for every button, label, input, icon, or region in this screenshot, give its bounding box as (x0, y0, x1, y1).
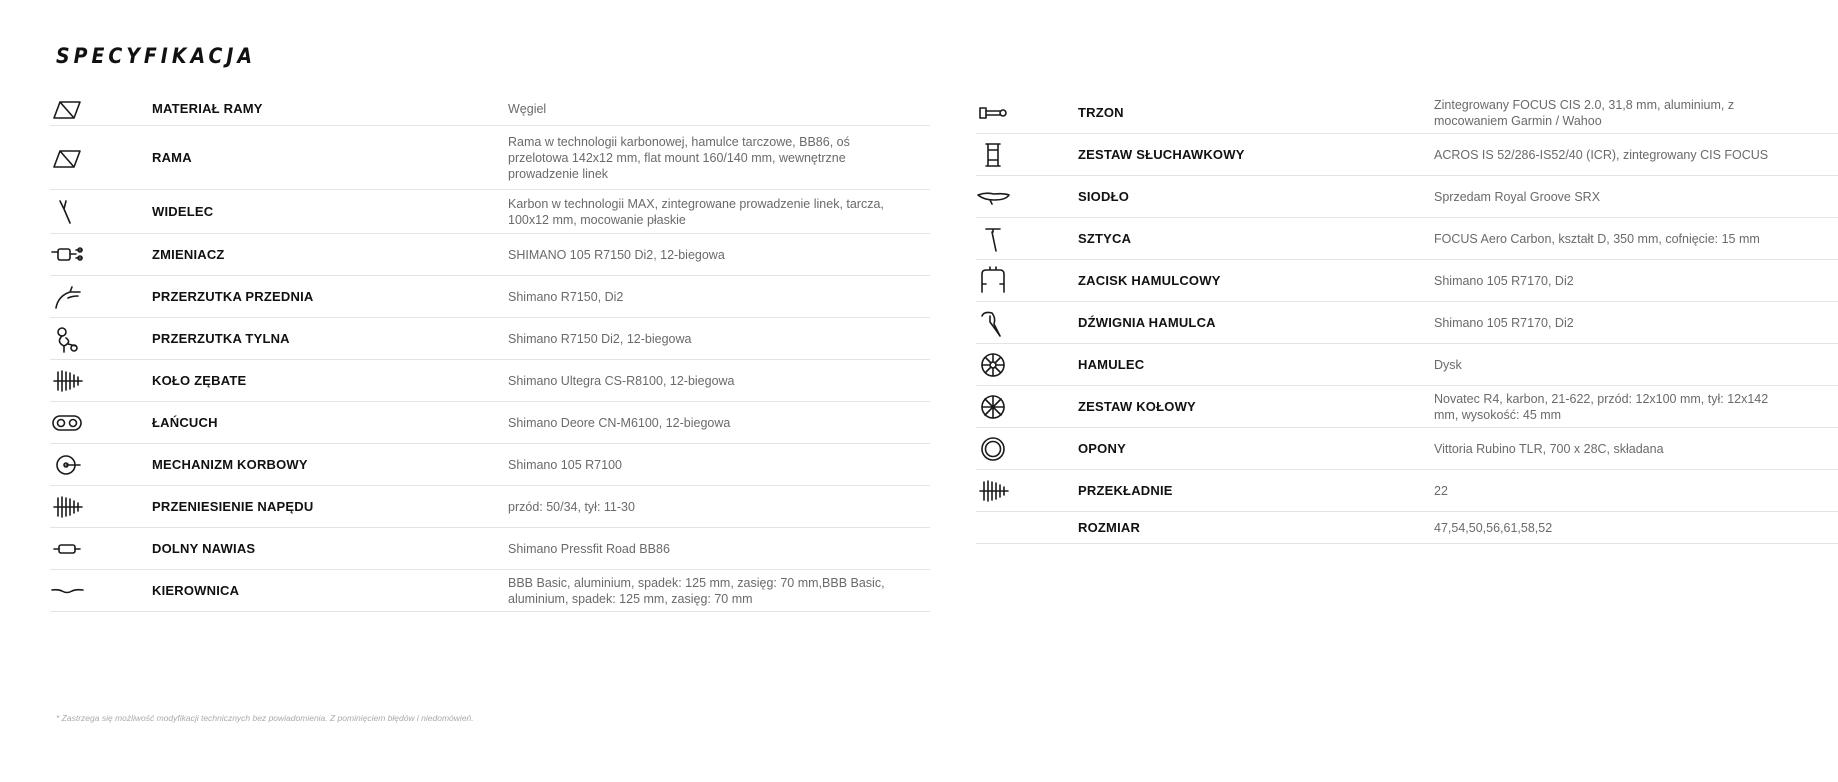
spec-value: Shimano Deore CN-M6100, 12-biegowa (508, 415, 731, 430)
spec-label: SZTYCA (1078, 231, 1132, 246)
seatpost-icon (976, 224, 1078, 254)
spec-value: Węgiel (508, 101, 547, 116)
spec-row (50, 570, 930, 612)
fork-icon (50, 197, 152, 227)
spec-row (50, 318, 930, 360)
spec-value: BBB Basic, aluminium, spadek: 125 mm, zasięg: 70 mm,BBB Basic, aluminium, spadek: 125 mm, zasięg: 70 mm (508, 575, 885, 606)
spec-value: Zintegrowany FOCUS CIS 2.0, 31,8 mm, aluminium, z mocowaniem Garmin / Wahoo (1434, 97, 1735, 128)
spec-label: ZESTAW KOŁOWY (1078, 399, 1196, 414)
frame-icon (50, 143, 152, 173)
spec-row (976, 428, 1838, 470)
spec-row (50, 276, 930, 318)
spec-value: Shimano R7150 Di2, 12-biegowa (508, 331, 692, 346)
spec-row (976, 260, 1838, 302)
spec-value: SHIMANO 105 R7150 Di2, 12-biegowa (508, 247, 725, 262)
spec-label: OPONY (1078, 441, 1126, 456)
spec-row (50, 444, 930, 486)
spec-row (976, 344, 1838, 386)
spec-value: Karbon w technologii MAX, zintegrowane prowadzenie linek, tarcza, 100x12 mm, mocowanie płaskie (508, 196, 884, 227)
chain-icon (50, 408, 152, 438)
spec-label: ROZMIAR (1078, 520, 1141, 535)
cassette-icon (50, 366, 152, 396)
gearing-icon (50, 492, 152, 522)
headset-icon (976, 140, 1078, 170)
spec-label: MATERIAŁ RAMY (152, 101, 263, 116)
brake-lever-icon (976, 308, 1078, 338)
spec-label: TRZON (1078, 105, 1124, 120)
wheelset-icon (976, 392, 1078, 422)
spec-label: PRZEKŁADNIE (1078, 483, 1173, 498)
spec-list-left (50, 92, 930, 612)
spec-row (50, 190, 930, 234)
spec-label: MECHANIZM KORBOWY (152, 457, 308, 472)
spec-row (976, 176, 1838, 218)
spec-row (50, 360, 930, 402)
spec-value: przód: 50/34, tył: 11-30 (508, 499, 635, 514)
spec-value: 22 (1434, 483, 1448, 498)
shifter-icon (50, 240, 152, 270)
spec-row (50, 92, 930, 126)
spec-label: WIDELEC (152, 204, 214, 219)
spec-value: 47,54,50,56,61,58,52 (1434, 520, 1553, 535)
spec-label: PRZERZUTKA TYLNA (152, 331, 290, 346)
spec-label: HAMULEC (1078, 357, 1145, 372)
spec-value: Shimano 105 R7100 (508, 457, 622, 472)
spec-value: Sprzedam Royal Groove SRX (1434, 189, 1601, 204)
spec-value: FOCUS Aero Carbon, kształt D, 350 mm, cofnięcie: 15 mm (1434, 231, 1760, 246)
spec-value: Shimano Ultegra CS-R8100, 12-biegowa (508, 373, 735, 388)
spec-label: KIEROWNICA (152, 583, 240, 598)
spec-label: SIODŁO (1078, 189, 1130, 204)
spec-label: ZMIENIACZ (152, 247, 225, 262)
frame-material-icon (50, 94, 152, 124)
spec-value: Shimano Pressfit Road BB86 (508, 541, 670, 556)
tire-icon (976, 434, 1078, 464)
spec-row (976, 470, 1838, 512)
spec-label: ŁAŃCUCH (152, 415, 218, 430)
brake-caliper-icon (976, 266, 1078, 296)
footnote: * Zastrzega się możliwość modyfikacji technicznych bez powiadomienia. Z pominięciem błędów i niedomówień. (56, 713, 474, 723)
spec-value: Shimano R7150, Di2 (508, 289, 624, 304)
spec-row (976, 302, 1838, 344)
spec-label: ZACISK HAMULCOWY (1078, 273, 1221, 288)
spec-value: Novatec R4, karbon, 21-622, przód: 12x100 mm, tył: 12x142 mm, wysokość: 45 mm (1434, 391, 1769, 422)
spec-value: Shimano 105 R7170, Di2 (1434, 315, 1574, 330)
spec-label: DOLNY NAWIAS (152, 541, 256, 556)
spec-value: ACROS IS 52/286-IS52/40 (ICR), zintegrowany CIS FOCUS (1434, 147, 1769, 162)
spec-list-right (976, 92, 1838, 544)
spec-value: Dysk (1434, 357, 1462, 372)
spec-label: PRZERZUTKA PRZEDNIA (152, 289, 314, 304)
spec-row (976, 134, 1838, 176)
spec-row (50, 528, 930, 570)
spec-row (976, 218, 1838, 260)
spec-label: RAMA (152, 150, 192, 165)
front-derailleur-icon (50, 282, 152, 312)
spec-label: KOŁO ZĘBATE (152, 373, 247, 388)
spec-row (50, 126, 930, 190)
spec-row (976, 512, 1838, 544)
spec-label: ZESTAW SŁUCHAWKOWY (1078, 147, 1245, 162)
spec-label: PRZENIESIENIE NAPĘDU (152, 499, 314, 514)
spec-value: Rama w technologii karbonowej, hamulce tarczowe, BB86, oś przelotowa 142x12 mm, flat mount 160/140 mm, wewnętrzne prowadzenie linek (508, 134, 850, 181)
spec-value: Vittoria Rubino TLR, 700 x 28C, składana (1434, 441, 1664, 456)
crankset-icon (50, 450, 152, 480)
spec-row (50, 402, 930, 444)
saddle-icon (976, 182, 1078, 212)
spec-row (50, 234, 930, 276)
brake-disc-icon (976, 350, 1078, 380)
rear-derailleur-icon (50, 324, 152, 354)
spec-row (50, 486, 930, 528)
gears-icon (976, 476, 1078, 506)
spec-row (976, 92, 1838, 134)
spec-row (976, 386, 1838, 428)
handlebar-icon (50, 576, 152, 606)
spec-value: Shimano 105 R7170, Di2 (1434, 273, 1574, 288)
spec-label: DŹWIGNIA HAMULCA (1078, 315, 1216, 330)
bottom-bracket-icon (50, 534, 152, 564)
stem-icon (976, 98, 1078, 128)
page-title: SPECYFIKACJA (56, 44, 256, 68)
